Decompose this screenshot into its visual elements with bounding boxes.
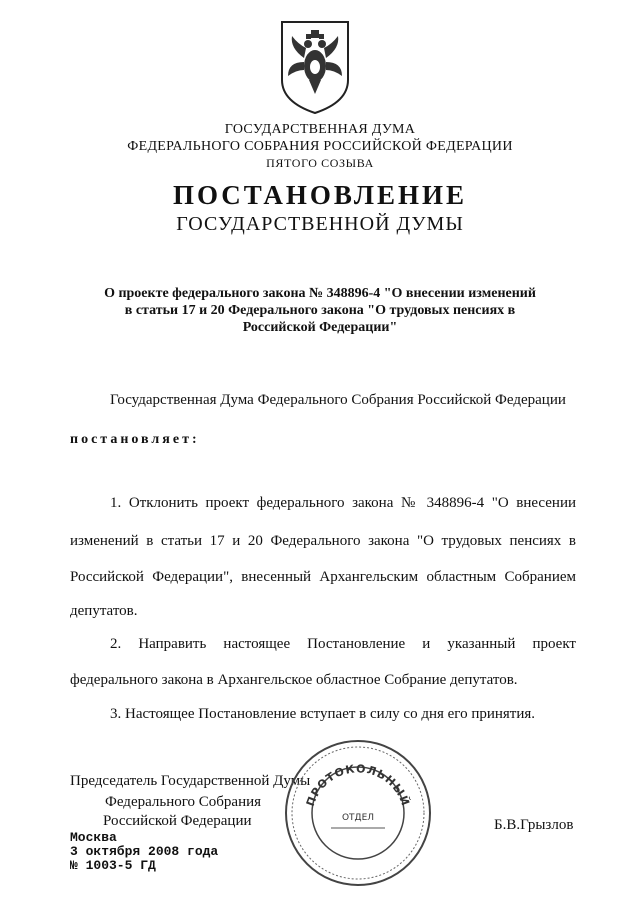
official-stamp-icon bbox=[283, 738, 433, 888]
date: 3 октября 2008 года bbox=[70, 844, 219, 859]
item-1-line-1: 1. Отклонить проект федерального закона № 348896-4 "О внесении bbox=[110, 495, 576, 511]
intro-paragraph: Государственная Дума Федерального Собрания Российской Федерации bbox=[110, 392, 566, 408]
item-3: 3. Настоящее Постановление вступает в силу со дня его принятия. bbox=[110, 706, 536, 722]
item-2-line-1: 2. Направить настоящее Постановление и указанный проект bbox=[110, 636, 576, 652]
item-1-line-4: депутатов. bbox=[70, 603, 138, 619]
convocation-line: ПЯТОГО СОЗЫВА bbox=[266, 156, 374, 170]
subject-line-2: в статьи 17 и 20 Федерального закона "О трудовых пенсиях в bbox=[124, 303, 516, 318]
document-number: № 1003-5 ГД bbox=[70, 858, 156, 873]
svg-text:ПРОТОКОЛЬНЫЙ bbox=[304, 762, 412, 808]
item-1-line-3: Российской Федерации", внесенный Архангельским областным Собранием bbox=[70, 569, 576, 585]
stamp-ring-text: ПРОТОКОЛЬНЫЙ bbox=[303, 762, 413, 809]
signer-name: Б.В.Грызлов bbox=[494, 817, 574, 833]
state-emblem-icon bbox=[276, 18, 354, 116]
subject-line-3: Российской Федерации" bbox=[242, 320, 398, 335]
document-subtitle: ГОСУДАРСТВЕННОЙ ДУМЫ bbox=[176, 213, 464, 235]
signature-title-line-2: Федерального Собрания bbox=[105, 794, 262, 810]
signature-title-line-1: Председатель Государственной Думы bbox=[70, 773, 311, 789]
document-title: ПОСТАНОВЛЕНИЕ bbox=[172, 180, 468, 210]
item-1-line-2: изменений в статьи 17 и 20 Федерального закона "О трудовых пенсиях в bbox=[70, 533, 576, 549]
signature-title-line-3: Российской Федерации bbox=[103, 813, 252, 829]
subject-line-1: О проекте федерального закона № 348896-4 "О внесении изменений bbox=[104, 286, 536, 301]
org-line-1: ГОСУДАРСТВЕННАЯ ДУМА bbox=[224, 122, 416, 137]
resolves-heading: постановляет: bbox=[70, 432, 200, 447]
stamp-center-text: ОТДЕЛ bbox=[341, 813, 375, 823]
org-line-2: ФЕДЕРАЛЬНОГО СОБРАНИЯ РОССИЙСКОЙ ФЕДЕРАЦИИ bbox=[127, 139, 513, 154]
item-2-line-2: федерального закона в Архангельское областное Собрание депутатов. bbox=[70, 672, 518, 688]
city: Москва bbox=[70, 830, 117, 845]
